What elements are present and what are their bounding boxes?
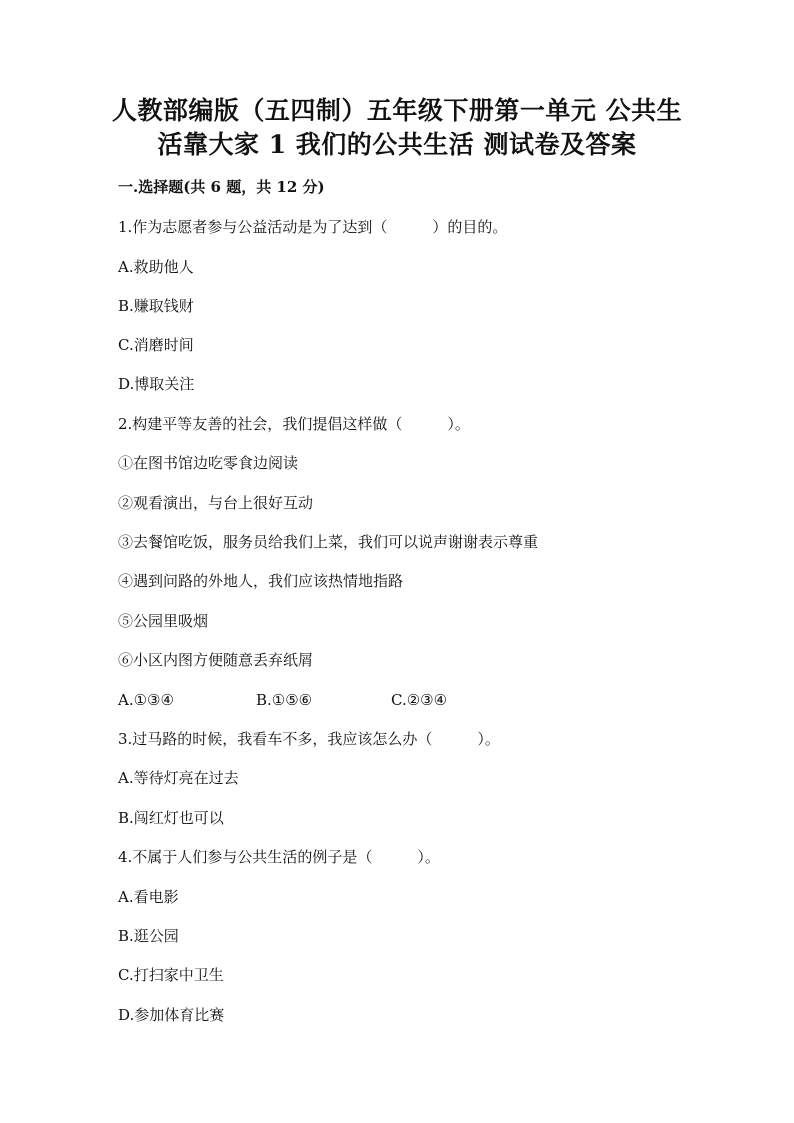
question-1-option-d: D.博取关注 [118,375,195,393]
question-4-option-d: D.参加体育比赛 [118,1006,225,1024]
question-2-item-2: ②观看演出，与台上很好互动 [118,494,314,512]
question-2-item-1: ①在图书馆边吃零食边阅读 [118,454,299,472]
question-4-stem: 4.不属于人们参与公共生活的例子是（ ）。 [118,848,440,866]
question-3-option-b: B.闯红灯也可以 [118,809,224,827]
question-2-stem: 2.构建平等友善的社会，我们提倡这样做（ ）。 [118,415,470,433]
question-4-option-b: B.逛公园 [118,927,179,945]
question-2-option-c: C.②③④ [391,691,448,709]
question-2-item-5: ⑤公园里吸烟 [118,612,209,630]
question-1-stem: 1.作为志愿者参与公益活动是为了达到（ ）的目的。 [118,218,508,236]
section-header: 一.选择题(共 6 题，共 12 分) [118,178,325,196]
title-line-2: 活靠大家 1 我们的公共生活 测试卷及答案 [157,130,637,159]
question-1-option-c: C.消磨时间 [118,336,194,354]
title-line-1: 人教部编版（五四制）五年级下册第一单元 公共生 [111,96,683,125]
question-3-stem: 3.过马路的时候，我看车不多，我应该怎么办（ ）。 [118,730,500,748]
document-title [90,94,704,162]
question-4-option-c: C.打扫家中卫生 [118,966,224,984]
question-1-option-b: B.赚取钱财 [118,297,194,315]
question-4-option-a: A.看电影 [118,888,179,906]
question-2-item-6: ⑥小区内图方便随意丢弃纸屑 [118,651,314,669]
question-2-item-3: ③去餐馆吃饭，服务员给我们上菜，我们可以说声谢谢表示尊重 [118,533,539,551]
question-2-option-a: A.①③④ [118,691,174,709]
question-2-item-4: ④遇到问路的外地人，我们应该热情地指路 [118,572,404,590]
question-3-option-a: A.等待灯亮在过去 [118,769,239,787]
question-2-option-b: B.①⑤⑥ [256,691,313,709]
question-1-option-a: A.救助他人 [118,258,194,276]
